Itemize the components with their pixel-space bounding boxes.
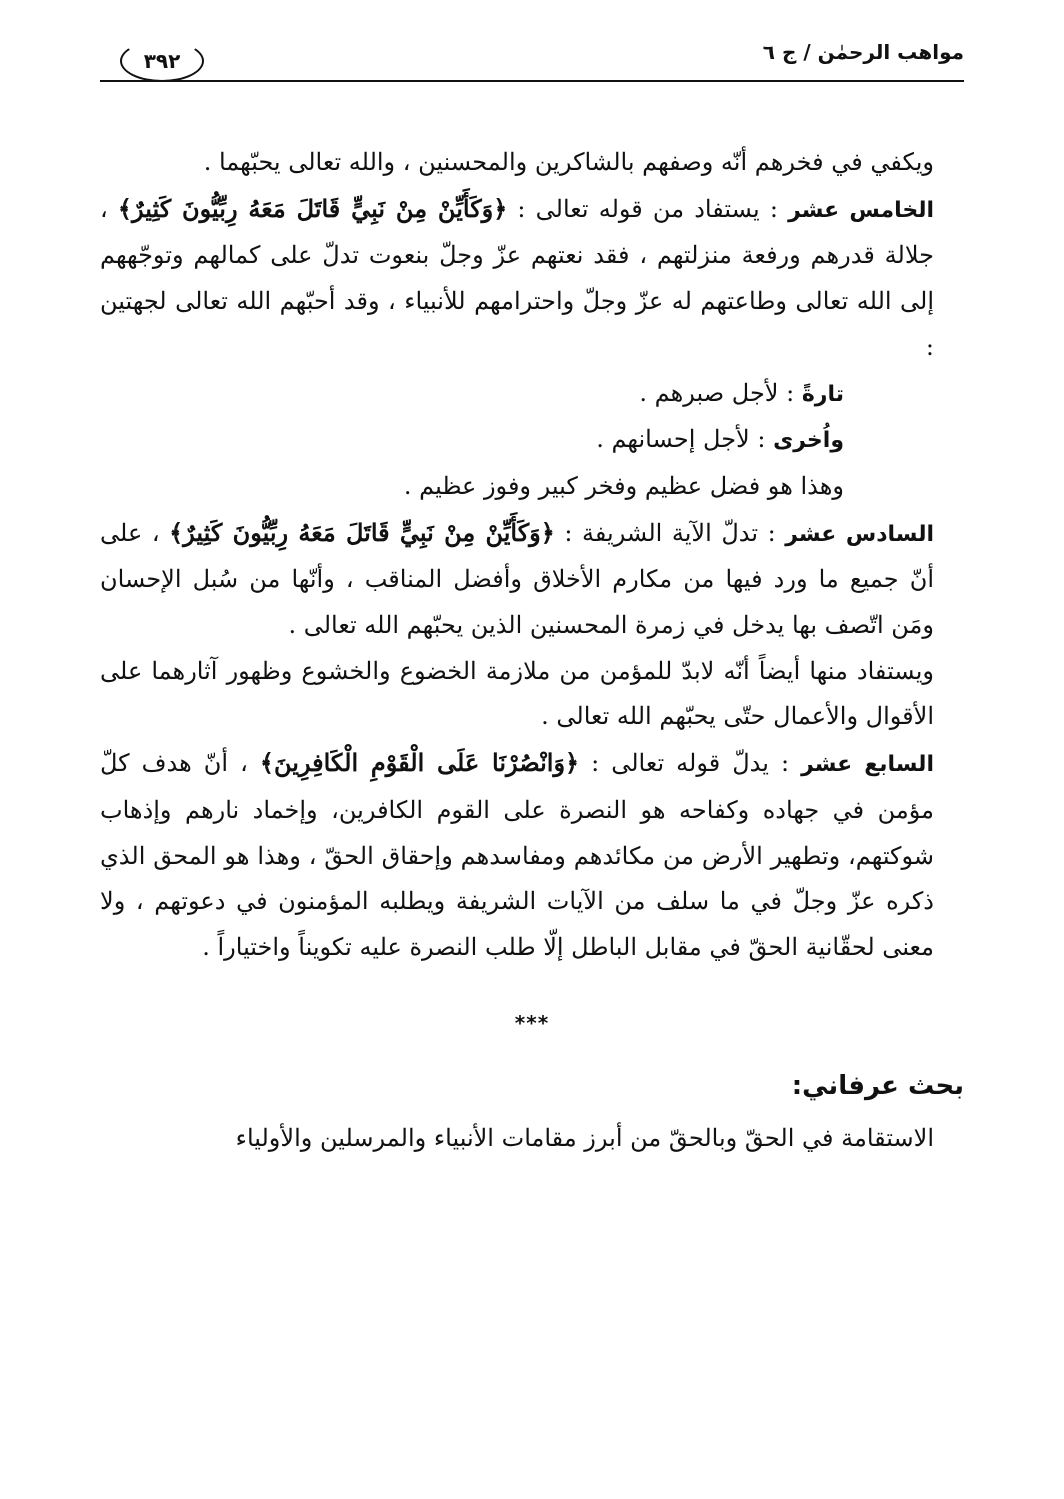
paragraph-text: ، على أنّ جميع ما ورد فيها من مكارم الأخلاق وأفضل المناقب ، وأنّها من سُبل الإحسان ومَن اتّصف بها يدخل في زمرة المحسنين الذين يحبّهم الله تعالى . — [100, 518, 934, 640]
paragraph-17th — [100, 740, 964, 971]
book-title: مواهب الرحمٰن / ج ٦ — [762, 40, 964, 64]
paragraph-text: : لأجل إحسانهم . — [596, 425, 774, 454]
header-rule — [100, 80, 964, 82]
quran-verse: ﴿وَكَأَيِّنْ مِنْ نَبِيٍّ قَاتَلَ مَعَهُ رِبِّيُّونَ كَثِيرٌ﴾ — [169, 517, 555, 547]
section-separator: *** — [514, 1010, 550, 1035]
body-text — [100, 140, 964, 1162]
paragraph-text: ، جلالة قدرهم ورفعة منزلتهم ، فقد نعتهم عزّ وجلّ بنعوت تدلّ على كمالهم وتوجّههم إلى الله تعالى وطاعتهم له عزّ وجلّ واحترامهم للأنبياء ، وقد أحبّهم الله تعالى لجهتين : — [100, 194, 934, 361]
paragraph-text: : يدلّ قوله تعالى : — [579, 749, 802, 778]
point-label: واُخرى — [773, 428, 844, 454]
paragraph-text: : يستفاد من قوله تعالى : — [507, 194, 789, 223]
paragraph-reason-2 — [100, 417, 964, 464]
section-heading: بحث عرفاني: — [791, 1071, 964, 1102]
point-label: الخامس عشر — [788, 197, 935, 223]
running-header — [100, 38, 964, 84]
point-label: تارةً — [801, 381, 844, 407]
page-number: ٣٩٢ — [120, 40, 204, 82]
point-label: السادس عشر — [785, 521, 934, 547]
paragraph-9: الاستقامة في الحقّ وبالحقّ من أبرز مقامات الأنبياء والمرسلين والأولياء — [235, 1124, 934, 1153]
point-label: السابع عشر — [801, 752, 934, 778]
paragraph-text: ، أنّ هدف كلّ مؤمن في جهاده وكفاحه هو النصرة على القوم الكافرين، وإخماد نارهم وإذهاب شوكتهم، وتطهير الأرض من مكائدهم ومفاسدهم وإحقاق الحقّ ، وهذا هو المحق الذي ذكره عزّ وجلّ في ما سلف من الآيات الشريفة ويطلبه المؤمنون في دعوتهم ، ولا معنى لحقّانية الحقّ في مقابل الباطل إلّا طلب النصرة عليه تكويناً واختياراً . — [100, 749, 934, 961]
paragraph-text: : لأجل صبرهم . — [639, 378, 802, 407]
paragraph-text: : تدلّ الآية الشريفة : — [554, 518, 786, 547]
paragraph-15th — [100, 186, 964, 371]
paragraph-16th — [100, 510, 964, 649]
quran-verse: ﴿وَانْصُرْنَا عَلَى الْقَوْمِ الْكَافِرِينَ﴾ — [259, 748, 580, 778]
paragraph-7: ويستفاد منها أيضاً أنّه لابدّ للمؤمن من ملازمة الخضوع والخشوع وظهور آثارهما على الأقوال والأعمال حتّى يحبّهم الله تعالى . — [100, 656, 934, 731]
quran-verse: ﴿وَكَأَيِّنْ مِنْ نَبِيٍّ قَاتَلَ مَعَهُ رِبِّيُّونَ كَثِيرٌ﴾ — [117, 193, 508, 223]
paragraph-conclusion: وهذا هو فضل عظيم وفخر كبير وفوز عظيم . — [403, 471, 844, 500]
paragraph-reason-1 — [100, 371, 964, 418]
paragraph-1: ويكفي في فخرهم أنّه وصفهم بالشاكرين والمحسنين ، والله تعالى يحبّهما . — [203, 148, 934, 176]
